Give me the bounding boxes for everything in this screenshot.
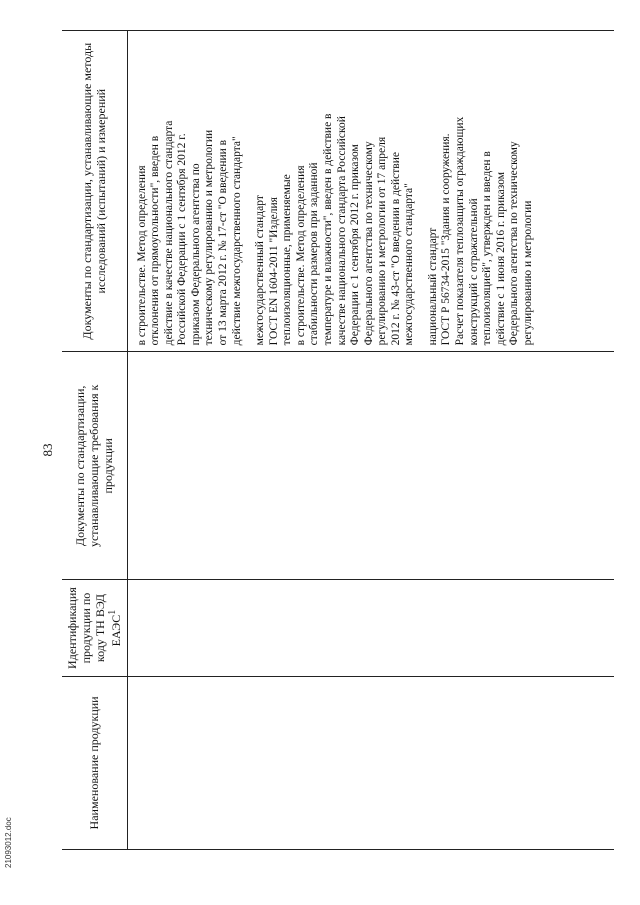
cell-requirement-docs [127, 352, 614, 580]
header-requirement-docs: Документы по стандартизации, устанавливающие требования к продукции [62, 352, 127, 580]
text-line: регулированию и метрологии от 17 апреля [376, 136, 389, 346]
text-line: Федерации с 1 сентября 2012 г. приказом [349, 144, 362, 346]
cell-tn-ved-code [127, 580, 614, 676]
text-line: межгосударственного стандарта" [403, 183, 416, 346]
table-row [127, 31, 614, 850]
text-line: Федерального агентства по техническому [508, 141, 521, 346]
text-line: ГОСТ EN 1604-2011 "Изделия [267, 197, 280, 346]
text-line: качестве национального стандарта Российской [335, 116, 348, 346]
text-line: Федерального агентства по техническому [362, 141, 375, 346]
cell-method-docs [127, 31, 614, 352]
document-filename: 21093012.doc [4, 817, 13, 868]
text-line: приказом Федерального агентства по [189, 163, 202, 346]
page-number: 83 [40, 443, 55, 457]
header-method-docs: Документы по стандартизации, устанавливающие методы исследований (испытаний) и измерений [62, 31, 127, 352]
method-entry-gost-en-1604 [254, 37, 417, 345]
text-line: теплоизоляционные, применяемые [281, 174, 294, 346]
text-line: 2012 г. № 43-ст "О введении в действие [389, 152, 402, 346]
text-line: межгосударственный стандарт [254, 195, 267, 346]
cell-product-name [127, 676, 614, 849]
text-line: действие с 1 июня 2016 г. приказом [494, 171, 507, 346]
text-line: в строительстве. Метод определения [294, 165, 307, 346]
text-line: отклонения от прямоугольности", введен в [149, 135, 162, 346]
footnote-mark: 1 [107, 609, 119, 615]
header-product-name: Наименование продукции [62, 676, 127, 849]
text-line: температуре и влажности", введен в действие в [321, 113, 334, 346]
text-line: теплоизоляцией", утвержден и введен в [481, 151, 494, 346]
header-tn-ved-text: Идентификация продукции по коду ТН ВЭД ЕАЭС [65, 587, 124, 669]
text-line: регулированию и метрологии [521, 200, 534, 346]
text-line: стабильности размеров при заданной [308, 162, 321, 346]
table-header-row [62, 31, 127, 850]
text-line: техническому регулированию и метрологии [203, 129, 216, 346]
text-line: действие межгосударственного стандарта" [230, 136, 243, 346]
header-tn-ved-code [62, 580, 127, 676]
text-line: действие в качестве национального стандарта [162, 120, 175, 346]
rotated-page [40, 20, 600, 880]
text-line: национальный стандарт [426, 227, 439, 346]
standards-table [62, 30, 614, 850]
text-line: Российской Федерации с 1 сентября 2012 г. [176, 133, 189, 346]
method-entry-continuation [136, 37, 245, 345]
text-line: конструкций с отражательной [467, 198, 480, 346]
method-entry-gost-r-56734 [427, 37, 536, 345]
text-line: в строительстве. Метод определения [135, 165, 148, 346]
text-line: от 13 марта 2012 г. № 17-ст "О введении в [217, 139, 229, 346]
text-line: ГОСТ Р 56734-2015 "Здания и сооружения. [440, 133, 453, 346]
text-line: Расчет показателя теплозащиты ограждающих [454, 116, 466, 346]
